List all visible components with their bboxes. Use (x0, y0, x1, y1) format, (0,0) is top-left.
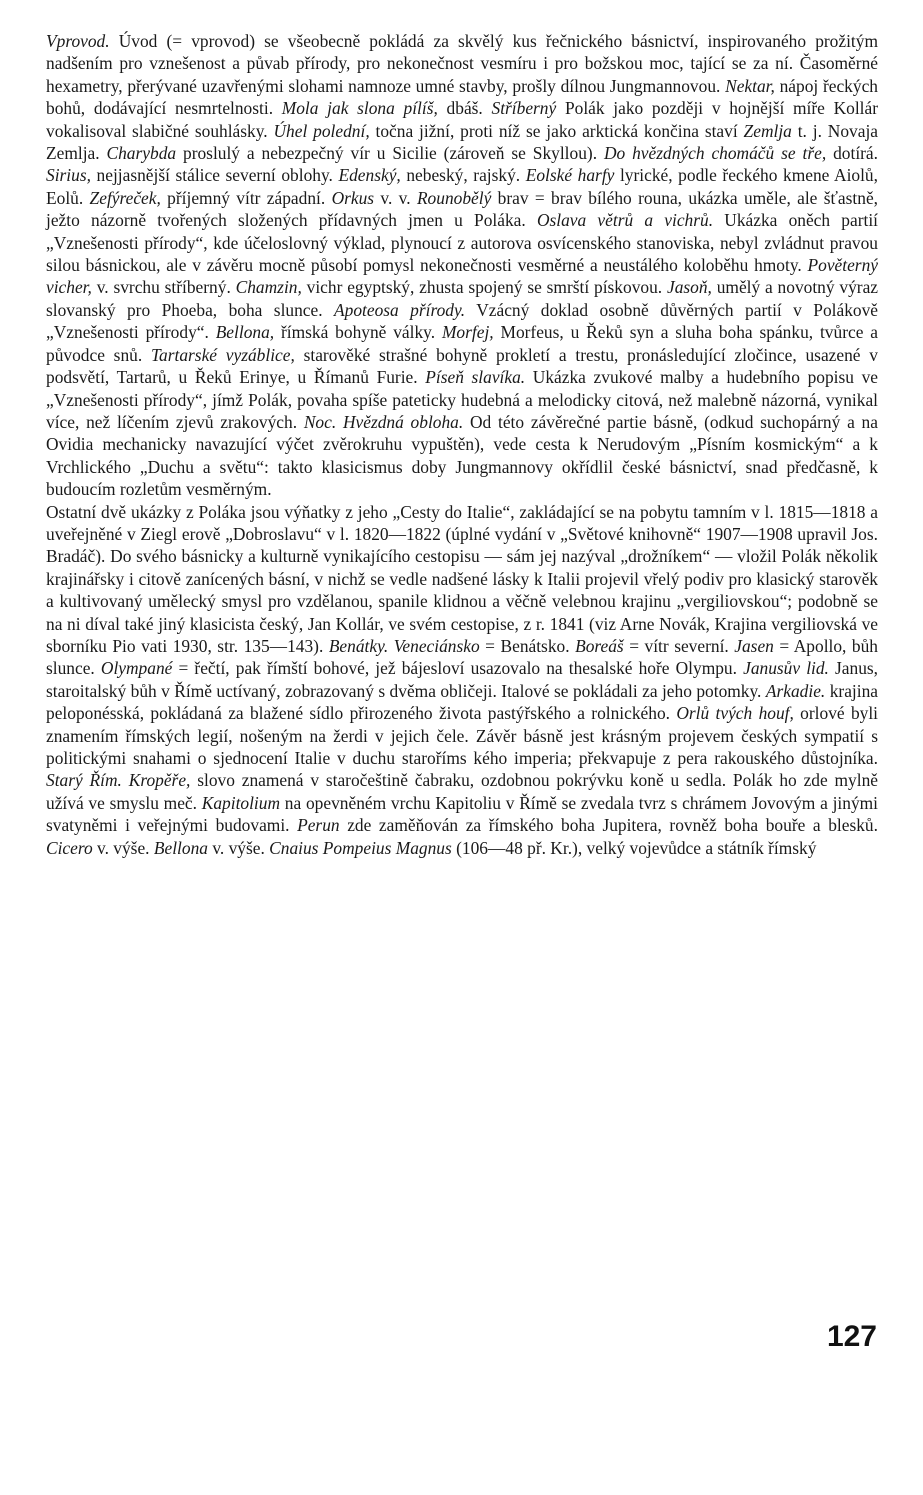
italic-term: Chamzin, (235, 277, 302, 298)
italic-term: Vprovod. (46, 31, 110, 51)
paragraph (46, 501, 878, 860)
italic-term: Nektar, (725, 75, 775, 96)
text-run: v. výše. (92, 837, 154, 858)
text-run: Úvod (= vprovod) se všeobecně pokládá za skvělý kus řečnického básnictví, inspirovaného prožitým nadšením pro vznešenost a půvab přírody, pro nekonečnost vesmíru i pro božskou moc, tající se za ní. Časoměrné hexametry, přerývané uzavřenými slohami namnoze umné stavby, prošly dílnou Jungmannovou. (46, 31, 878, 96)
italic-term: Do hvězdných chomáčů se tře, (603, 143, 827, 164)
text-run: brav = brav bílého rouna, ukázka uměle, ale šťastně, ježto názorně tvořených složených přídavných jmen u Poláka. (46, 187, 879, 231)
text-run: umělý a novotný výraz slovanský pro Phoeba, boha slunce. (46, 277, 879, 320)
text-run: t. j. Novaja Zemlja. (46, 120, 878, 164)
text-run: příjemný vítr západní. (160, 187, 332, 208)
text-run: nápoj řeckých bohů, dodávající nesmrtelnosti. (46, 75, 878, 119)
italic-term: Starý Řím. Kropěře, (46, 770, 191, 791)
text-run: nebeský, rajský. (400, 165, 526, 186)
italic-term: Mola jak slona pílíš, (281, 98, 438, 119)
italic-term: Eolské harfy (525, 165, 615, 186)
text-run: proslulý a nebezpečný vír u Sicilie (zároveň se Skyllou). (176, 143, 604, 164)
text-run: Vzácný doklad osobně důvěrných partií v Polákově „Vznešenosti přírody“. (46, 299, 879, 343)
italic-term: Benátky. Veneciánsko (328, 635, 480, 656)
italic-term: Apoteosa přírody. (334, 299, 466, 320)
italic-term: Zefýreček, (89, 187, 161, 208)
text-run: točna jižní, proti níž se jako arktická končina staví (369, 120, 744, 141)
text-run: nejjasnější stálice severní oblohy. (90, 165, 339, 186)
text-run: Ukázka oněch partií „Vznešenosti přírody“, kde účeloslovný výklad, plynoucí z autorova osvícenského stanoviska, nebyl zvládnut pravou silou básnickou, ale v závěru mocně působí pomysl nekonečnosti vesměrné a neustálého koloběhu hmoty. (46, 210, 878, 276)
text-run: Polák jako později v hojnější míře Kollár vokalisoval slabičné souhlásky. (46, 98, 879, 141)
italic-term: Bellona, (215, 322, 275, 343)
text-run: orlové byli znamením římských legií, nošeným na žerdi v jejich čele. Závěr básně jest krásným projevem českých sympatií s politickými snahami o sjednocení Italie v duchu staroříms kého imperia; překvapuje z pera rakouského důstojníka. (46, 703, 879, 768)
italic-term: Olympané (100, 658, 173, 679)
italic-term: Tartarské vyzáblice, (150, 344, 295, 365)
text-run: Morfeus, u Řeků syn a sluha boha spánku, tvůrce a původce snů. (46, 322, 878, 365)
italic-term: Orlů tvých houf, (676, 703, 794, 724)
text-run: Ostatní dvě ukázky z Poláka jsou výňatky z jeho „Cesty do Italie“, zakládající se na pobytu tamním v l. 1815—1818 a uveřejněné v Ziegl erově „Dobroslavu“ v l. 1820—1822 (úplné vydání v „Světové knihovně“ 1907—1908 upravil Jos. Bradáč). Do svého básnicky a kulturně vynikajícího cestopisu — sám jej nazýval „drožníkem“ — vložil Polák několik krajinářsky i citově zanícených básní, v nichž se vedle nadšené lásky k Italii projevil vřelý podiv pro klasický starověk a kultivovaný umělecký smysl pro vzdělanou, spanile klidnou a věčně velebnou krajinu „vergiliovskou“; podobně se na ni díval také jiný klasicista český, Jan Kollár, ve svém cestopise, z r. 1841 (viz Arne Novák, Krajina vergiliovská ve sborníku Pio vati 1930, str. 135—143). (46, 501, 878, 656)
text-run: Janus, staroitalský bůh v Římě uctívaný, zobrazovaný s dvěma obličeji. Italové se pokládali za jeho potomky. (46, 658, 879, 701)
italic-term: Cnaius Pompeius Magnus (269, 837, 452, 858)
italic-term: Bellona (153, 837, 208, 858)
italic-term: Charybda (106, 143, 177, 164)
italic-term: Stříberný (491, 98, 557, 119)
italic-term: Noc. Hvězdná obloha. (303, 411, 464, 432)
text-run: (106—48 př. Kr.), velký vojevůdce a státník římský (451, 837, 817, 858)
italic-term: Pověterný vicher, (46, 255, 878, 298)
commentary-text (46, 30, 878, 859)
page-number: 127 (826, 1320, 877, 1353)
text-run: dbáš. (437, 98, 492, 119)
text-run: slovo znamená v staročeštině čabraku, ozdobnou pokrývku koně u sedla. Polák ho zde mylně užívá ve smyslu meč. (46, 770, 878, 813)
paragraph (46, 30, 878, 501)
text-run: Od této závěrečné partie básně, (odkud suchopárný a na Ovidia mechanicky navazující výčet zvěrokruhu vypuštěn), vede cesta k Nerudovým „Písním kosmickým“ a k Vrchlického „Duchu a světu“: takto klasicismus doby Jungmannovy okřídlil české básnictví, snad předčasně, k budoucím rozletům vesměrným. (46, 411, 878, 500)
text-run: zde zaměňován za římského boha Jupitera, rovněž boha bouře a blesků. (339, 815, 878, 836)
italic-term: Kapitolium (201, 792, 281, 813)
italic-term: Edenský, (338, 165, 401, 186)
italic-term: Jasoň, (666, 277, 712, 298)
text-run: na opevněném vrchu Kapitoliu v Římě se zvedala tvrz s chrámem Jovovým a jinými svatyněmi i veřejnými budovami. (46, 792, 879, 836)
text-run: Ukázka zvukové malby a hudebního popisu ve „Vznešenosti přírody“, jímž Polák, povaha spíše pateticky hudebná a melodicky citová, než malebně názorná, vynikal více, než líčením zjevů zrakových. (46, 367, 879, 432)
italic-term: Perun (297, 815, 340, 836)
italic-term: Cicero (46, 837, 93, 858)
text-run: vichr egyptský, zhusta spojený se smrští pískovou. (301, 277, 667, 298)
italic-term: Jasen (734, 635, 774, 656)
italic-term: Morfej, (441, 322, 494, 343)
text-run: = Benátsko. (479, 635, 576, 656)
text-run: = vítr severní. (623, 635, 735, 656)
text-run: v. svrchu stříberný. (91, 277, 236, 298)
italic-term: Janusův lid. (743, 658, 829, 679)
italic-term: Boreáš (575, 635, 624, 656)
italic-term: Rounobělý (416, 187, 492, 208)
text-run: římská bohyně války. (274, 322, 442, 343)
text-run: v. výše. (207, 837, 270, 858)
italic-term: Oslava větrů a vichrů. (536, 210, 714, 231)
italic-term: Zemlja (743, 120, 792, 141)
text-run: dotírá. (826, 143, 879, 164)
text-run: krajina peloponésská, pokládaná za blažené sídlo přirozeného života pastýřského a rolnického. (46, 680, 878, 724)
italic-term: Píseň slavíka. (425, 367, 526, 388)
italic-term: Arkadie. (765, 680, 826, 701)
text-run: lyrické, podle řeckého kmene Aiolů, Eolů. (46, 165, 878, 208)
text-run: = Apollo, bůh slunce. (46, 635, 878, 679)
text-run: = řečtí, pak římští bohové, jež bájesloví usazovalo na thesalské hoře Olympu. (172, 658, 744, 679)
italic-term: Orkus (331, 187, 375, 208)
italic-term: Sirius, (46, 165, 91, 186)
text-run: v. v. (374, 187, 417, 208)
italic-term: Úhel polední, (273, 120, 370, 141)
text-run: starověké strašné bohyně prokletí a trestu, pronásledující zločince, usazené v podsvětí, Tartarů, u Řeků Erinye, u Římanů Furie. (46, 344, 878, 388)
